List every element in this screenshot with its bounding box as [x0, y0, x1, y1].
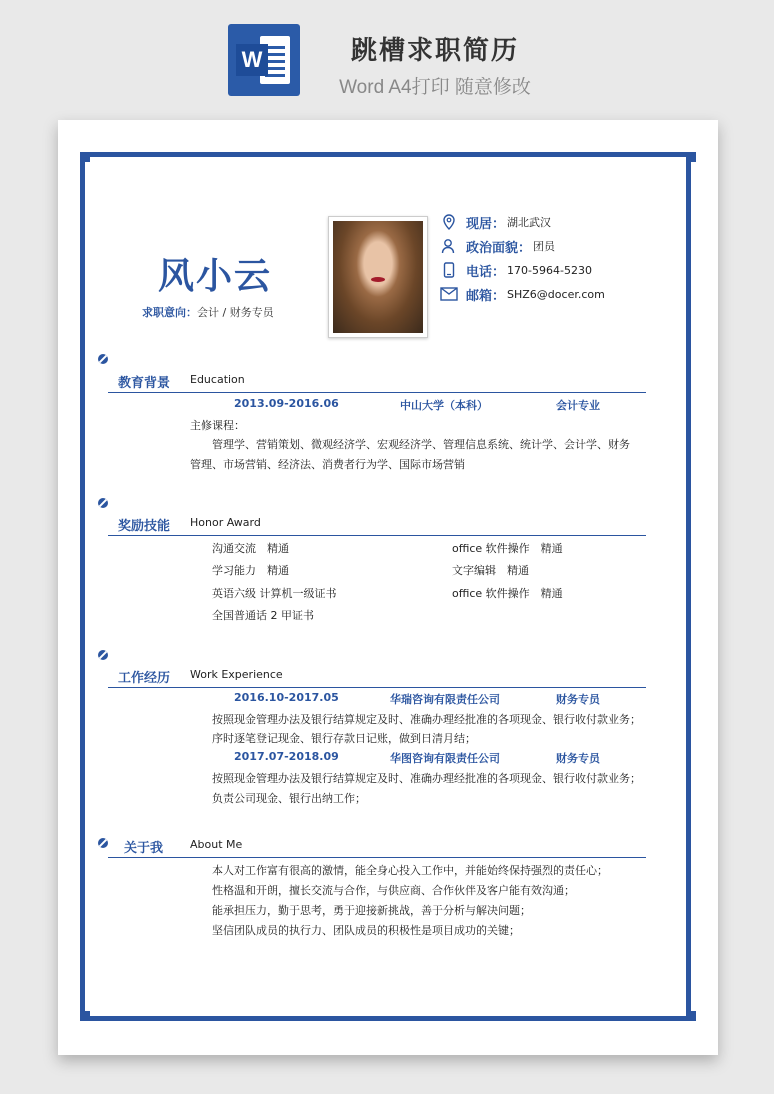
about-line: 能承担压力，勤于思考，勇于迎接新挑战，善于分析与解决问题；	[212, 904, 531, 917]
work-title: 工作经历	[118, 671, 171, 686]
section-bullet-icon	[98, 354, 108, 364]
phone-icon	[440, 262, 458, 278]
section-bullet-icon	[98, 498, 108, 508]
job-duty: 按照现金管理办法及银行结算规定及时、准确办理经批准的各项现金、银行收付款业务；	[212, 772, 641, 785]
info-email: 邮箱： SHZ6@docer.com	[440, 284, 605, 304]
frame-corner	[80, 1011, 90, 1021]
about-line: 性格温和开朗，擅长交流与合作，与供应商、合作伙伴及客户能有效沟通；	[212, 884, 575, 897]
header-subtitle: Word A4打印 随意修改	[339, 77, 531, 98]
skill-item: office 软件操作 精通	[452, 587, 563, 600]
header-title: 跳槽求职简历	[350, 36, 519, 66]
info-location: 现居： 湖北武汉	[440, 212, 551, 232]
info-phone: 电话： 170-5964-5230	[440, 260, 592, 280]
section-bullet-icon	[98, 650, 108, 660]
job-position: 财务专员	[556, 693, 600, 706]
about-line: 坚信团队成员的执行力、团队成员的积极性是项目成功的关键；	[212, 924, 520, 937]
mail-icon	[440, 286, 458, 302]
education-school: 中山大学（本科）	[400, 399, 488, 412]
frame-corner	[80, 152, 90, 162]
word-letter: W	[236, 44, 268, 76]
about-line: 本人对工作富有很高的激情，能全身心投入工作中，并能始终保持强烈的责任心；	[212, 864, 608, 877]
skill-item: 文字编辑 精通	[452, 564, 529, 577]
job-intent-label: 求职意向：	[142, 306, 197, 319]
info-political: 政治面貌： 团员	[440, 236, 555, 256]
honor-title: 奖励技能	[118, 519, 171, 534]
about-title-en: About Me	[190, 838, 243, 851]
location-icon	[440, 214, 458, 230]
courses-label: 主修课程：	[190, 419, 245, 432]
honor-title-en: Honor Award	[190, 516, 261, 529]
job-period: 2016.10-2017.05	[234, 691, 339, 704]
person-icon	[440, 238, 458, 254]
skill-item: 全国普通话 2 甲证书	[212, 609, 314, 622]
skill-item: 学习能力 精通	[212, 564, 289, 577]
skill-item: 英语六级 计算机一级证书	[212, 587, 337, 600]
job-duty: 按照现金管理办法及银行结算规定及时、准确办理经批准的各项现金、银行收付款业务；	[212, 713, 641, 726]
job-period: 2017.07-2018.09	[234, 750, 339, 763]
courses-line: 管理、市场营销、经济法、消费者行为学、国际市场营销	[190, 458, 465, 471]
education-title-en: Education	[190, 373, 245, 386]
education-major: 会计专业	[556, 399, 600, 412]
job-position: 财务专员	[556, 752, 600, 765]
section-divider	[108, 857, 646, 858]
skill-item: office 软件操作 精通	[452, 542, 563, 555]
section-divider	[108, 687, 646, 688]
job-company: 华瑞咨询有限责任公司	[390, 693, 500, 706]
job-duty: 序时逐笔登记现金、银行存款日记账，做到日清月结；	[212, 732, 476, 745]
education-title: 教育背景	[118, 376, 171, 391]
section-bullet-icon	[98, 838, 108, 848]
frame-corner	[686, 152, 696, 162]
about-title: 关于我	[124, 841, 164, 856]
courses-line: 管理学、营销策划、微观经济学、宏观经济学、管理信息系统、统计学、会计学、财务	[212, 438, 630, 451]
profile-photo	[328, 216, 428, 338]
header	[0, 0, 774, 112]
section-divider	[108, 392, 646, 393]
job-intent-value: 会计 / 财务专员	[197, 306, 274, 319]
section-divider	[108, 535, 646, 536]
resume-paper	[58, 120, 718, 1055]
word-icon	[228, 24, 300, 96]
work-title-en: Work Experience	[190, 668, 283, 681]
education-period: 2013.09-2016.06	[234, 397, 339, 410]
candidate-name: 风小云	[158, 256, 273, 297]
job-company: 华图咨询有限责任公司	[390, 752, 500, 765]
skill-item: 沟通交流 精通	[212, 542, 289, 555]
job-duty: 负责公司现金、银行出纳工作；	[212, 792, 366, 805]
job-intent	[142, 304, 274, 320]
frame-corner	[686, 1011, 696, 1021]
